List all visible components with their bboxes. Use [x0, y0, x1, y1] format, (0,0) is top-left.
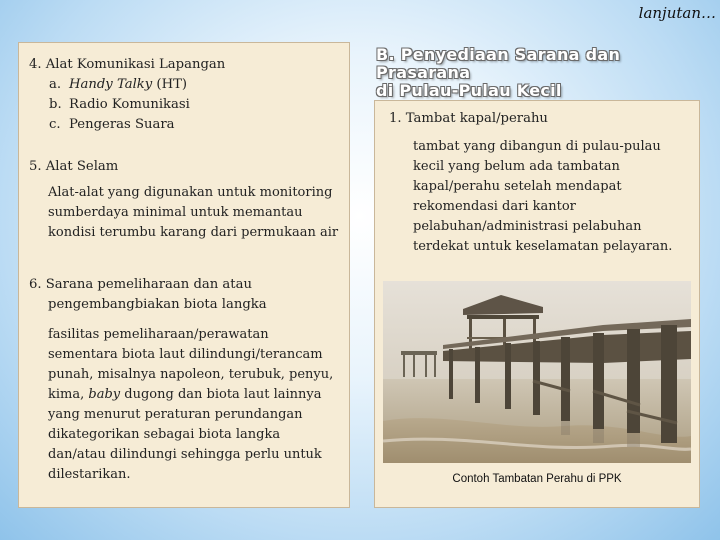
section-b-title — [376, 46, 696, 100]
list-item-number: c. — [49, 117, 61, 132]
list-item-label: Handy Talky — [69, 77, 153, 92]
section-5-title: 5. Alat Selam — [29, 159, 119, 174]
item-1-body: tambat yang dibangun di pulau-pulau kecil yang belum ada tambatan kapal/perahu setelah mendapat rekomendasi dari kantor pelabuhan/administrasi pelabuhan terdekat untuk keselamatan pelayaran. — [413, 139, 673, 254]
left-content-box — [18, 42, 350, 508]
section-6-body-part: dugong dan biota laut lainnya yang menurut peraturan perundangan dikategorikan sebagai biota langka dan/atau dilindungi sehingga perlu untuk dilestarikan. — [48, 387, 322, 482]
jetty-illustration — [383, 281, 691, 463]
photo-caption: Contoh Tambatan Perahu di PPK — [452, 473, 622, 485]
list-item — [49, 95, 341, 115]
section-6-body — [29, 325, 341, 485]
list-item — [49, 75, 341, 95]
section-b-title-line1: B. Penyediaan Sarana dan Prasarana — [376, 45, 621, 82]
section-6-body-part: fasilitas pemeliharaan/perawatan sementara biota laut dilindungi/terancam punah, misalnya napoleon, terubuk, penyu, kima, — [48, 327, 334, 402]
section-5-body: Alat-alat yang digunakan untuk monitoring sumberdaya minimal untuk memantau kondisi terumbu karang dari permukaan air — [48, 185, 339, 240]
list-item-number: b. — [49, 97, 62, 112]
right-content-box — [374, 100, 700, 508]
list-item-label: Pengeras Suara — [69, 117, 175, 132]
list-item — [49, 115, 341, 135]
jetty-photo — [383, 281, 691, 463]
section-6-title-line2: pengembangbiakan biota langka — [48, 297, 267, 312]
item-1-title: 1. Tambat kapal/perahu — [389, 111, 548, 126]
section-b-title-line2: di Pulau-Pulau Kecil — [376, 81, 562, 100]
list-item-suffix: (HT) — [152, 77, 188, 92]
communication-list — [29, 75, 341, 135]
section-4-title: 4. Alat Komunikasi Lapangan — [29, 57, 226, 72]
list-item-label: Radio Komunikasi — [69, 97, 190, 112]
list-item-number: a. — [49, 77, 62, 92]
section-6-body-italic: baby — [88, 387, 121, 402]
section-6-title-line1: 6. Sarana pemeliharaan dan atau — [29, 277, 252, 292]
continued-label: lanjutan… — [638, 4, 716, 22]
